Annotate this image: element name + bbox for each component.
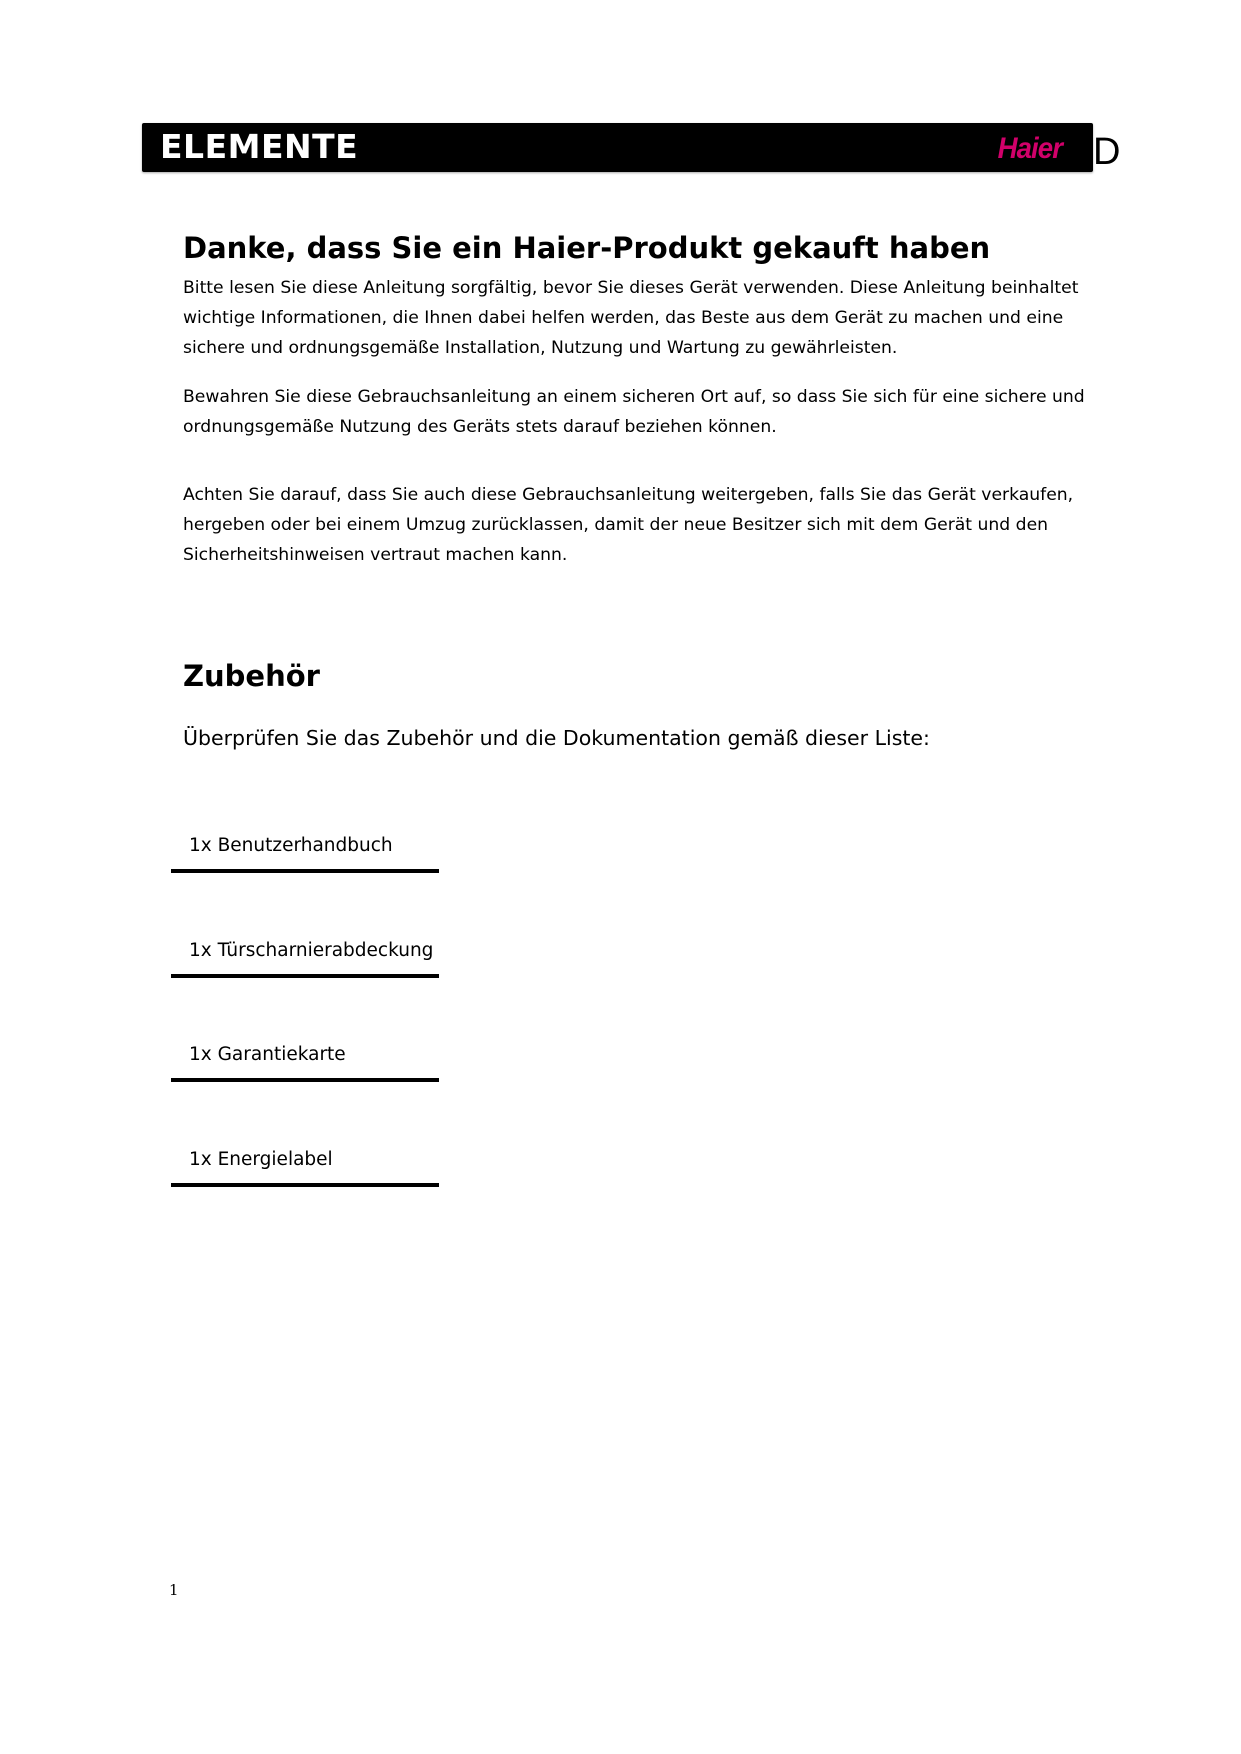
welcome-paragraph-3: Achten Sie darauf, dass Sie auch diese Gebrauchsanleitung weitergeben, falls Sie das Gerät verkaufen, hergeben oder bei einem Umzug zurücklassen, damit der neue Besitzer sich mit dem Gerät und den Sicherheitshinweisen vertraut machen kann. (183, 485, 1074, 565)
accessories-heading: Zubehör (183, 659, 320, 693)
accessory-item-label: 1x Türscharnierabdeckung (189, 940, 434, 961)
accessory-item (171, 1038, 439, 1082)
welcome-paragraph-1: Bitte lesen Sie diese Anleitung sorgfältig, bevor Sie dieses Gerät verwenden. Diese Anleitung beinhaltet wichtige Informationen, die Ihnen dabei helfen werden, das Beste aus dem Gerät zu machen und eine sichere und ordnungsgemäße Installation, Nutzung und Wartung zu gewährleisten. (183, 278, 1079, 358)
accessory-item (171, 829, 439, 873)
welcome-paragraph-2: Bewahren Sie diese Gebrauchsanleitung an einem sicheren Ort auf, so dass Sie sich für eine sichere und ordnungsgemäße Nutzung des Geräts stets darauf beziehen können. (183, 387, 1085, 437)
section-header-bar (142, 123, 1093, 172)
page-number: 1 (169, 1581, 179, 1599)
accessories-intro: Überprüfen Sie das Zubehör und die Dokumentation gemäß dieser Liste: (183, 726, 930, 750)
accessory-item (171, 934, 439, 978)
accessory-item (171, 1143, 439, 1187)
language-marker: D (1093, 131, 1121, 173)
section-title: ELEMENTE (160, 127, 359, 166)
accessory-item-label: 1x Energielabel (189, 1149, 333, 1170)
haier-logo: Haier (997, 132, 1062, 165)
welcome-heading: Danke, dass Sie ein Haier-Produkt gekauft haben (183, 231, 991, 265)
accessory-item-label: 1x Benutzerhandbuch (189, 835, 393, 856)
accessory-item-label: 1x Garantiekarte (189, 1044, 346, 1065)
